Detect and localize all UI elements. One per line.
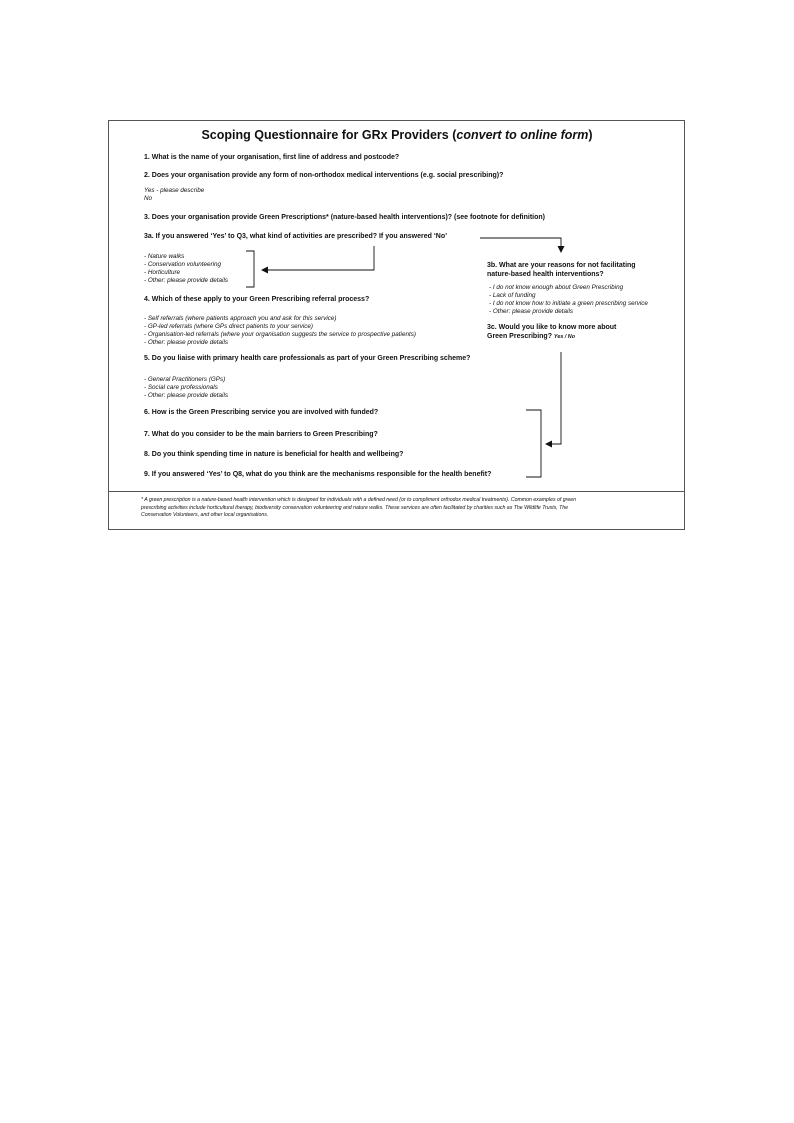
question-3c-line1: 3c. Would you like to know more about xyxy=(487,324,617,331)
option-lack-of-funding[interactable]: - Lack of funding xyxy=(489,292,536,300)
question-3b-line2: nature-based health interventions? xyxy=(487,271,604,278)
options-bracket xyxy=(246,251,254,287)
question-7: 7. What do you consider to be the main barriers to Green Prescribing? xyxy=(144,431,378,438)
option-horticulture[interactable]: - Horticulture xyxy=(144,269,181,277)
option-nature-walks[interactable]: - Nature walks xyxy=(144,253,185,260)
question-8: 8. Do you think spending time in nature is beneficial for health and wellbeing? xyxy=(144,451,404,458)
question-5: 5. Do you liaise with primary health care professionals as part of your Green Prescribing scheme? xyxy=(144,355,471,362)
question-4: 4. Which of these apply to your Green Prescribing referral process? xyxy=(144,296,370,303)
option-self-referrals[interactable]: - Self referrals (where patients approach you and ask for this service) xyxy=(144,315,337,322)
option-gp-led-referrals[interactable]: - GP-led referrals (where GPs direct patients to your service) xyxy=(144,323,314,331)
footnote-line: prescribing activities include horticultural therapy, biodiversity conservation volunteering and nature walks. These services are often facilitated by charities such as The Wildlife Trusts, The xyxy=(141,504,569,511)
question-3c-line2: Green Prescribing? Yes / No xyxy=(487,333,575,340)
page-title: Scoping Questionnaire for GRx Providers (convert to online form) xyxy=(201,128,593,142)
footnote-line: Conservation Volunteers, and other local organisations. xyxy=(141,512,269,519)
questions-bracket xyxy=(526,410,541,477)
footnote-line: * A green prescription is a nature-based health intervention which is designed for individuals with a defined need (or to compliment orthodox medical treatments). Common examples of green xyxy=(141,497,577,503)
option-yes[interactable]: Yes - please describe xyxy=(144,187,205,194)
arrow-3a-to-options xyxy=(262,246,374,270)
option-conservation-volunteering[interactable]: - Conservation volunteering xyxy=(144,261,222,269)
question-9: 9. If you answered ‘Yes’ to Q8, what do you think are the mechanisms responsible for the health benefit? xyxy=(144,471,492,478)
option-not-enough-knowledge[interactable]: - I do not know enough about Green Prescribing xyxy=(489,284,624,291)
option-organisation-led-referrals[interactable]: - Organisation-led referrals (where your organisation suggests the service to prospective patients) xyxy=(144,331,416,339)
option-other[interactable]: - Other: please provide details xyxy=(144,392,229,400)
question-3a: 3a. If you answered ‘Yes’ to Q3, what kind of activities are prescribed? If you answered ‘No’ xyxy=(144,233,448,240)
question-2: 2. Does your organisation provide any form of non-orthodox medical interventions (e.g. social prescribing)? xyxy=(144,172,504,179)
option-other[interactable]: - Other: please provide details xyxy=(144,339,229,347)
question-3: 3. Does your organisation provide Green Prescriptions* (nature-based health interventions)? (see footnote for definition) xyxy=(144,214,545,221)
option-do-not-know-how[interactable]: - I do not know how to initiate a green prescribing service xyxy=(489,300,648,308)
arrow-3c-to-6 xyxy=(546,352,561,444)
option-other[interactable]: - Other: please provide details xyxy=(489,308,574,316)
option-other[interactable]: - Other: please provide details xyxy=(144,277,229,285)
question-3b-line1: 3b. What are your reasons for not facilitating xyxy=(487,262,636,269)
yes-no-choice[interactable]: Yes / No xyxy=(553,334,575,340)
arrow-3a-to-3b xyxy=(480,238,561,252)
question-6: 6. How is the Green Prescribing service you are involved with funded? xyxy=(144,409,379,416)
option-no[interactable]: No xyxy=(144,195,153,203)
question-1: 1. What is the name of your organisation, first line of address and postcode? xyxy=(144,154,400,161)
option-general-practitioners[interactable]: - General Practitioners (GPs) xyxy=(144,376,226,383)
option-social-care-professionals[interactable]: - Social care professionals xyxy=(144,384,218,392)
